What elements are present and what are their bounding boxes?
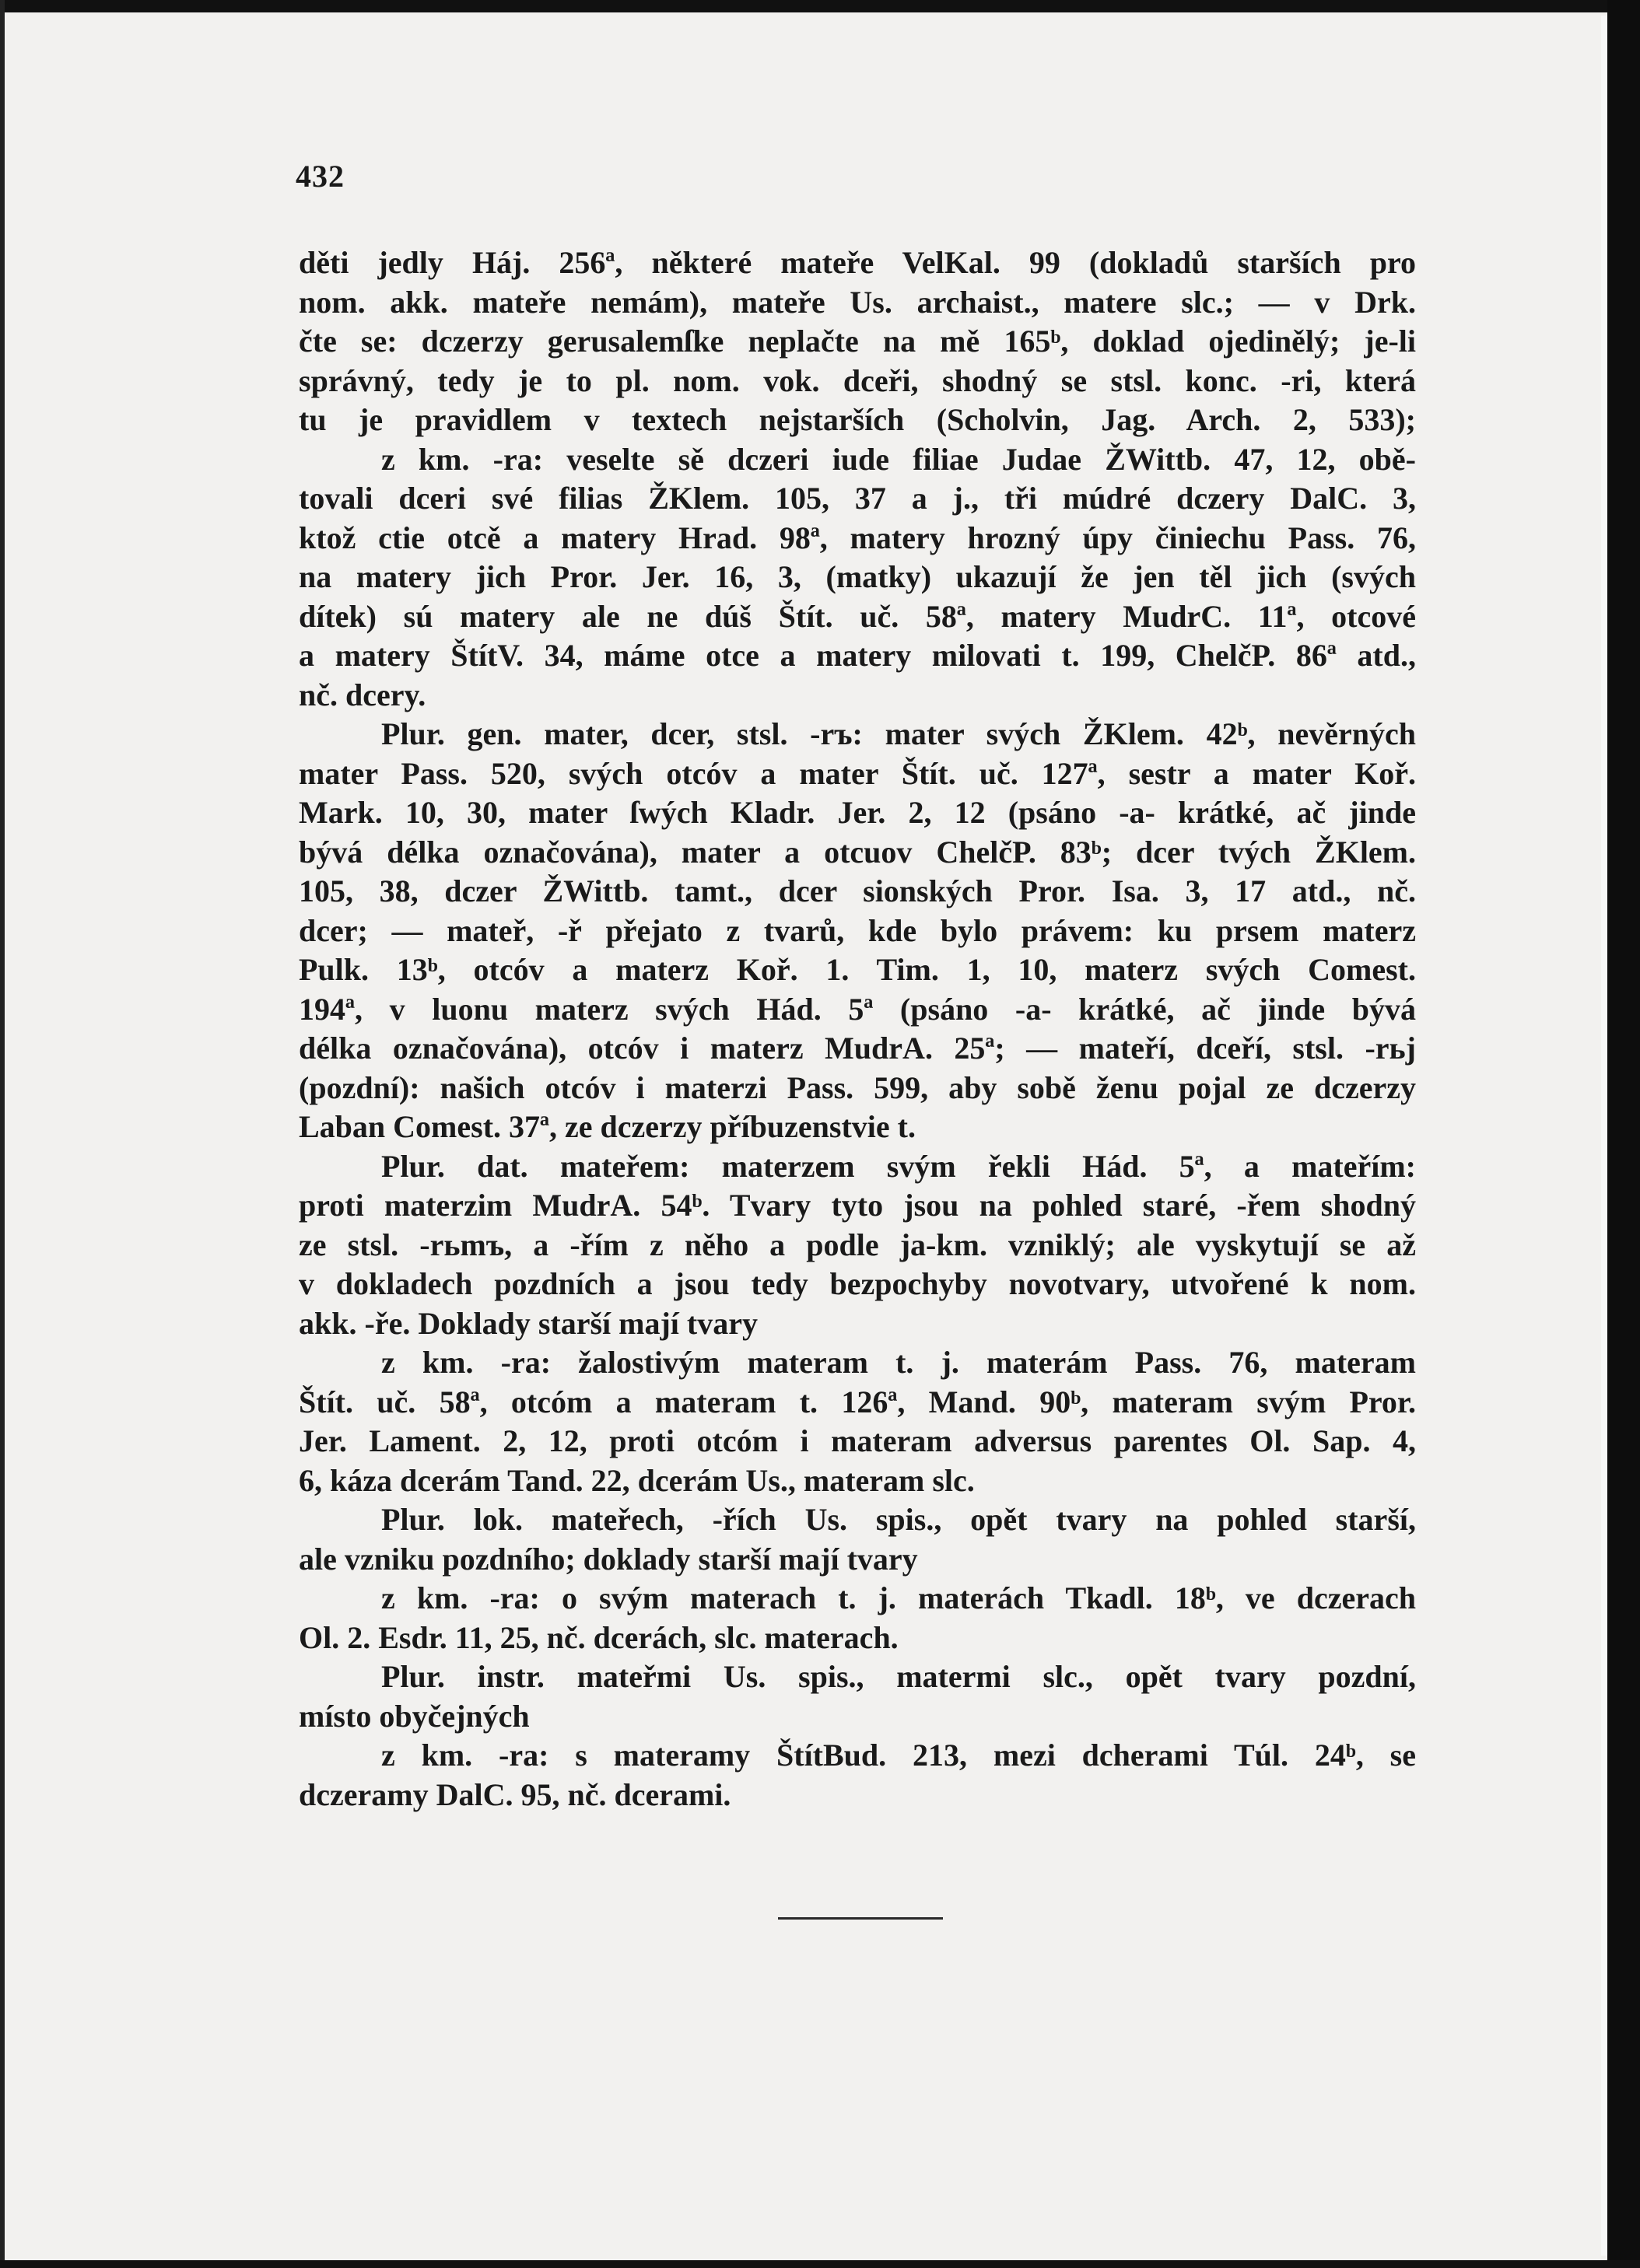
text-line: dcer; — mateř, -ř přejato z tvarů, kde bylo právem: ku prsem materz: [299, 912, 1416, 948]
paragraph-end: akk. -ře. Doklady starší mají tvary: [299, 1305, 758, 1341]
paragraph-end: místo obyčejných: [299, 1698, 530, 1734]
text-line: Mark. 10, 30, mater ſwých Kladr. Jer. 2, 12 (psáno -a- krátké, ač jinde: [299, 795, 1416, 830]
text-line: a matery ŠtítV. 34, máme otce a matery milovati t. 199, ChelčP. 86ª atd.,: [299, 638, 1416, 673]
scan-border-top: [0, 0, 1640, 12]
text-line: správný, tedy je to pl. nom. vok. dceři, shodný se stsl. konc. -ri, která: [299, 362, 1416, 398]
text-line: ze stsl. -rьmъ, a -řím z něho a podle ja-km. vzniklý; ale vyskytují se až: [299, 1227, 1416, 1262]
text-line: bývá délka označována), mater a otcuov ChelčP. 83ᵇ; dcer tvých ŽKlem.: [299, 834, 1416, 870]
text-line: (pozdní): našich otcóv i materzi Pass. 599, aby sobě ženu pojal ze dczerzy: [299, 1069, 1416, 1105]
text-line: Pulk. 13ᵇ, otcóv a materz Koř. 1. Tim. 1, 10, materz svých Comest.: [299, 952, 1416, 987]
text-line: v dokladech pozdních a jsou tedy bezpochyby novotvary, utvořené k nom.: [299, 1266, 1416, 1301]
paragraph-end: dczeramy DalC. 95, nč. dcerami.: [299, 1776, 731, 1812]
paragraph-start: z km. -ra: s materamy ŠtítBud. 213, mezi dcherami Túl. 24ᵇ, se: [381, 1738, 1416, 1773]
text-line: dítek) sú matery ale ne dúš Štít. uč. 58ª, matery MudrC. 11ª, otcové: [299, 598, 1416, 634]
scan-border-left: [0, 0, 5, 2268]
page-number: 432: [296, 159, 345, 194]
text-line: děti jedly Háj. 256ª, některé mateře VelKal. 99 (dokladů starších pro: [299, 245, 1416, 280]
text-line: mater Pass. 520, svých otcóv a mater Štít. uč. 127ª, sestr a mater Koř.: [299, 755, 1416, 791]
paragraph-start: z km. -ra: o svým materach t. j. materách Tkadl. 18ᵇ, ve dczerach: [381, 1580, 1416, 1615]
scan-border-gap: [1601, 16, 1607, 2256]
paragraph-start: Plur. lok. mateřech, -řích Us. spis., opět tvary na pohled starší,: [381, 1502, 1416, 1537]
body-text: [299, 243, 1416, 1815]
section-separator-rule: [778, 1917, 943, 1920]
text-line: 194ª, v luonu materz svých Hád. 5ª (psáno -a- krátké, ač jinde bývá: [299, 991, 1416, 1027]
paragraph-start: Plur. dat. mateřem: materzem svým řekli Hád. 5ª, a mateřím:: [381, 1148, 1416, 1184]
text-line: proti materzim MudrA. 54ᵇ. Tvary tyto jsou na pohled staré, -řem shodný: [299, 1188, 1416, 1223]
paragraph-start: Plur. instr. mateřmi Us. spis., matermi slc., opět tvary pozdní,: [381, 1659, 1416, 1694]
text-line: tu je pravidlem v textech nejstarších (Scholvin, Jag. Arch. 2, 533);: [299, 402, 1416, 437]
paragraph-end: Ol. 2. Esdr. 11, 25, nč. dcerách, slc. materach.: [299, 1619, 899, 1655]
scan-border-right: [1607, 0, 1640, 2268]
text-line: nom. akk. mateře nemám), mateře Us. archaist., matere slc.; — v Drk.: [299, 284, 1416, 320]
paragraph-start: z km. -ra: žalostivým materam t. j. materám Pass. 76, materam: [381, 1345, 1416, 1380]
text-line: Štít. uč. 58ª, otcóm a materam t. 126ª, Mand. 90ᵇ, materam svým Pror.: [299, 1384, 1416, 1419]
text-line: čte se: dczerzy gerusalemſke neplačte na mě 165ᵇ, doklad ojedinělý; je-li: [299, 324, 1416, 359]
scan-border-bottom: [0, 2260, 1640, 2268]
paragraph-start: Plur. gen. mater, dcer, stsl. -rъ: mater svých ŽKlem. 42ᵇ, nevěrných: [381, 716, 1416, 751]
paragraph-start: z km. -ra: veselte sě dczeri iude filiae Judae ŽWittb. 47, 12, obě-: [381, 441, 1416, 477]
text-line: na matery jich Pror. Jer. 16, 3, (matky) ukazují že jen těl jich (svých: [299, 559, 1416, 594]
text-line: ktož ctie otcě a matery Hrad. 98ª, matery hrozný úpy činiechu Pass. 76,: [299, 520, 1416, 555]
paragraph-end: 6, káza dcerám Tand. 22, dcerám Us., materam slc.: [299, 1462, 975, 1498]
paragraph-end: nč. dcery.: [299, 677, 426, 712]
text-line: tovali dceri své filias ŽKlem. 105, 37 a j., tři múdré dczery DalC. 3,: [299, 481, 1416, 516]
paragraph-end: ale vzniku pozdního; doklady starší mají tvary: [299, 1541, 918, 1577]
paragraph-end: Laban Comest. 37ª, ze dczerzy příbuzenstvie t.: [299, 1109, 916, 1144]
text-line: délka označována), otcóv i materz MudrA. 25ª; — mateří, dceří, stsl. -rьj: [299, 1031, 1416, 1066]
text-line: Jer. Lament. 2, 12, proti otcóm i materam adversus parentes Ol. Sap. 4,: [299, 1423, 1416, 1458]
text-line: 105, 38, dczer ŽWittb. tamt., dcer sionských Pror. Isa. 3, 17 atd., nč.: [299, 873, 1416, 908]
